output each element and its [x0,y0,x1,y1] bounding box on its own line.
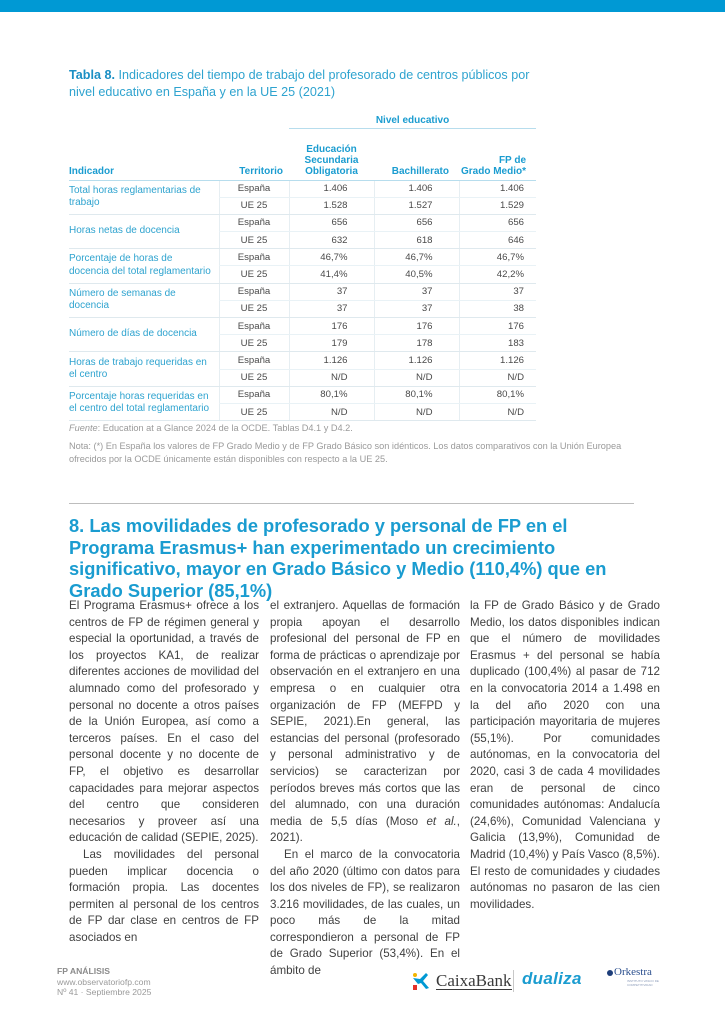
orkestra-subtitle: INSTITUTO VASCO DE COMPETITIVIDAD [627,979,659,987]
group-header-nivel-educativo: Nivel educativo [289,110,536,128]
territory-cell: UE 25 [219,266,289,283]
footer-publication-info [57,966,151,998]
value-cell: 42,2% [459,266,536,283]
teacher-worktime-table [69,110,536,421]
value-cell: 1.529 [459,197,536,214]
body-column-1 [69,598,259,946]
value-cell: 656 [374,214,459,231]
value-cell: 178 [374,335,459,352]
table-row [69,283,536,300]
value-cell: 656 [459,214,536,231]
value-cell: 1.406 [289,180,374,197]
value-cell: 37 [289,300,374,317]
value-cell: 1.406 [374,180,459,197]
territory-cell: UE 25 [219,403,289,420]
value-cell: 1.126 [459,352,536,369]
section-heading: 8. Las movilidades de profesorado y personal de FP en el Programa Erasmus+ han experimentado un crecimiento significativo, mayor en Grado Básico y Medio (110,4%) que en Grado Superior (85,1%) [69,515,607,601]
value-cell: 176 [459,318,536,335]
website-link[interactable]: www.observatoriofp.com [57,976,151,987]
header-indicador: Indicador [69,128,219,180]
indicator-label: Porcentaje horas requeridas en el centro del total reglamentario [69,386,219,420]
orkestra-dot-icon [607,970,613,976]
territory-cell: UE 25 [219,335,289,352]
value-cell: 37 [289,283,374,300]
territory-cell: España [219,249,289,266]
header-territorio: Territorio [219,128,289,180]
body-column-2 [270,598,460,980]
value-cell: 179 [289,335,374,352]
value-cell: 656 [289,214,374,231]
value-cell: 1.527 [374,197,459,214]
header-bachillerato: Bachillerato [374,128,459,180]
territory-cell: UE 25 [219,300,289,317]
value-cell: 632 [289,232,374,249]
value-cell: 46,7% [289,249,374,266]
territory-cell: España [219,386,289,403]
logo-separator [513,970,514,992]
publication-name: FP ANÁLISIS [57,966,111,976]
value-cell: 80,1% [289,386,374,403]
territory-cell: UE 25 [219,197,289,214]
dualiza-logo: dualiza [522,969,582,988]
territory-cell: España [219,352,289,369]
value-cell: 176 [374,318,459,335]
value-cell: 1.406 [459,180,536,197]
section-divider [69,503,634,504]
table-row [69,249,536,266]
value-cell: 183 [459,335,536,352]
paragraph: el extranjero. Aquellas de formación propia apoyan el desarrollo profesional del personal de FP en forma de prácticas o aprendizaje por observación en el extranjero en una empresa o en cualquier otra organización de FP (MEFPD y SEPIE, 2021).En general, las estancias del personal (profesorado y personal administrativo y de servicios) se caracterizan por períodos breves más cortos que las del alumnado, con una duración media de 5,5 días (Moso et al., 2021). [270,599,460,845]
table-row [69,180,536,197]
value-cell: 618 [374,232,459,249]
paragraph: El Programa Erasmus+ ofrece a los centros de FP de régimen general y especial la oportunidad, a través de los proyectos KA1, de realizar diferentes acciones de movilidad del alumnado como del profesorado y personal no docente a otros países de la Unión Europea, así como a terceros países. En el caso del personal docente y no docente de FP, el objetivo es desarrollar capacidades para mejorar aspectos del centro que consideren necesarios y proveer así una educación de calidad (SEPIE, 2025). [69,599,259,845]
indicator-label: Número de semanas de docencia [69,283,219,317]
value-cell: 176 [289,318,374,335]
territory-cell: UE 25 [219,232,289,249]
paragraph: la FP de Grado Básico y de Grado Medio, los datos disponibles indican que el número de movilidades Erasmus + del personal se había duplicado (100,4%) al pasar de 712 en la convocatoria 2014 a 1.498 en la del año 2020 con una participación mayoritaria de mujeres (55,1%). Por comunidades autónomas, en la convocatoria del 2020, casi 3 de cada 4 movilidades eran de personal de cinco comunidades autónomas: Andalucía (24,6%), Comunidad Valenciana y Galicia (13,9%), Comunidad de Madrid (10,4%) y País Vasco (8,5%). El resto de comunidades y ciudades autónomas no pasaron de las cien movilidades. [470,599,660,911]
value-cell: 46,7% [374,249,459,266]
value-cell: 38 [459,300,536,317]
indicator-label: Horas netas de docencia [69,214,219,248]
territory-cell: España [219,318,289,335]
table-caption [69,67,549,101]
value-cell: 37 [374,283,459,300]
value-cell: N/D [289,403,374,420]
indicator-label: Porcentaje de horas de docencia del total reglamentario [69,249,219,283]
value-cell: 646 [459,232,536,249]
value-cell: N/D [374,403,459,420]
territory-cell: España [219,283,289,300]
issue-number: Nº 41 · Septiembre 2025 [57,987,152,997]
value-cell: 1.126 [374,352,459,369]
header-eso: Educación Secundaria Obligatoria [289,128,374,180]
value-cell: 37 [374,300,459,317]
territory-cell: España [219,180,289,197]
value-cell: 1.126 [289,352,374,369]
value-cell: N/D [459,403,536,420]
value-cell: 80,1% [459,386,536,403]
value-cell: N/D [459,369,536,386]
table-row [69,214,536,231]
value-cell: N/D [289,369,374,386]
header-fp-grado-medio: FP de Grado Medio* [459,128,536,180]
value-cell: 1.528 [289,197,374,214]
table-source: Fuente: Education at a Glance 2024 de la OCDE. Tablas D4.1 y D4.2. [69,423,353,433]
caixabank-star-icon [410,971,432,991]
value-cell: 40,5% [374,266,459,283]
table-caption-text: Indicadores del tiempo de trabajo del profesorado de centros públicos por nivel educativo en España y en la UE 25 (2021) [69,68,530,99]
caixabank-wordmark: CaixaBank [436,970,512,990]
table-row [69,386,536,403]
value-cell: 37 [459,283,536,300]
table-row [69,318,536,335]
territory-cell: España [219,214,289,231]
value-cell: 46,7% [459,249,536,266]
value-cell: N/D [374,369,459,386]
value-cell: 80,1% [374,386,459,403]
indicator-label: Número de días de docencia [69,318,219,352]
orkestra-wordmark: Orkestra [614,966,652,978]
body-column-3 [470,598,660,913]
value-cell: 41,4% [289,266,374,283]
territory-cell: UE 25 [219,369,289,386]
table-note: Nota: (*) En España los valores de FP Grado Medio y de FP Grado Básico son idénticos. Los datos comparativos con la Unión Europea ofrecidos por la OCDE únicamente están disponibles con respecto a la UE 25. [69,441,622,464]
paragraph: Las movilidades del personal pueden implicar docencia o formación propia. Las docentes permiten al personal de los centros de FP dar clase en centros de FP asociados en [69,847,259,944]
table-row [69,352,536,369]
caixabank-logo [410,971,512,991]
indicator-label: Horas de trabajo requeridas en el centro [69,352,219,386]
table-caption-label: Tabla 8. [69,68,115,82]
indicator-label: Total horas reglamentarias de trabajo [69,180,219,214]
table-body [69,180,536,421]
top-accent-bar [0,0,725,12]
paragraph: En el marco de la convocatoria del año 2020 (último con datos para los dos niveles de FP), se realizaron 3.216 movilidades, de las cuales, un poco más de la mitad correspondieron a personal de FP de Grado Superior (53,4%). En el ámbito de [270,847,460,978]
